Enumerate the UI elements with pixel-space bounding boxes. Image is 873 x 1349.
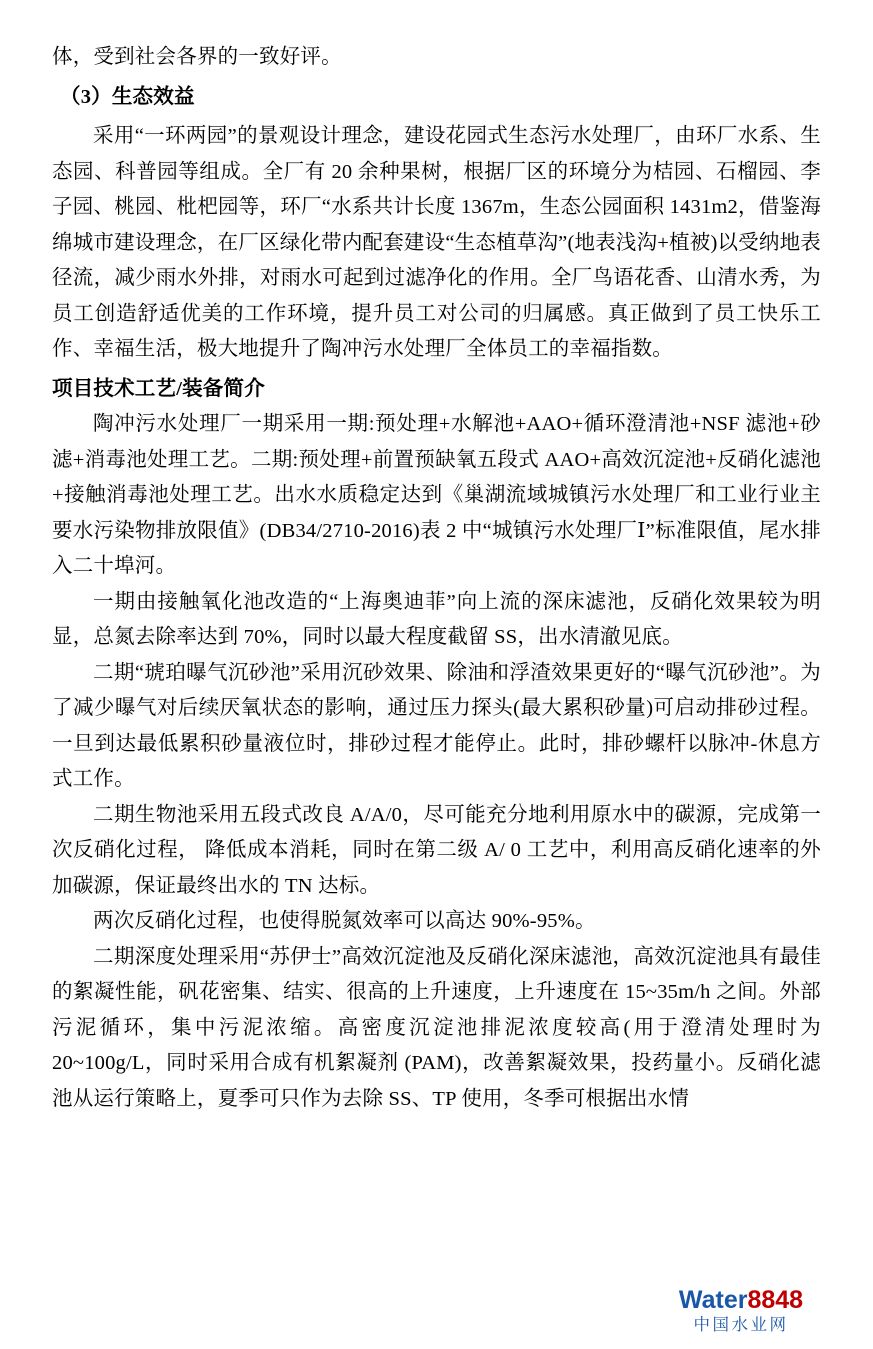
paragraph-continuation: 体，受到社会各界的一致好评。	[52, 46, 342, 68]
paragraph-ecological-benefit: 采用“一环两园”的景观设计理念，建设花园式生态污水处理厂，由环厂水系、生态园、科普园等组成。全厂有 20 余种果树，根据厂区的环境分为桔园、石榴园、李子园、桃园、枇杷园等，环厂“水系共计长度 1367m，生态公园面积 1431m2，借鉴海绵城市建设理念，在厂区绿化带内配套建设“生态植草沟”(地表浅沟+植被)以受纳地表径流，减少雨水外排，对雨水可起到过滤净化的作用。全厂鸟语花香、山清水秀，为员工创造舒适优美的工作环境，提升员工对公司的归属感。真正做到了员工快乐工作、幸福生活，极大地提升了陶冲污水处理厂全体员工的幸福指数。	[52, 125, 821, 360]
watermark-brand-number: 8848	[747, 1285, 804, 1314]
paragraph-phase2-biological-tank: 二期生物池采用五段式改良 A/A/0，尽可能充分地利用原水中的碳源，完成第一次反硝化过程， 降低成本消耗，同时在第二级 A/ 0 工艺中，利用高反硝化速率的外加碳源，保证最终出水的 TN 达标。	[52, 803, 821, 897]
paragraph-phase2-grit-chamber: 二期“琥珀曝气沉砂池”采用沉砂效果、除油和浮渣效果更好的“曝气沉砂池”。为了减少曝气对后续厌氧状态的影响，通过压力探头(最大累积砂量)可启动排砂过程。一旦到达最低累积砂量液位时，排砂过程才能停止。此时，排砂螺杆以脉冲-休息方式工作。	[52, 661, 821, 790]
watermark-subtitle: 中国水业网	[693, 1315, 789, 1334]
paragraph-phase2-advanced-treatment: 二期深度处理采用“苏伊士”高效沉淀池及反硝化深床滤池，高效沉淀池具有最佳的絮凝性能，矾花密集、结实、很高的上升速度，上升速度在 15~35m/h 之间。外部污泥循环，集中污泥浓缩。高密度沉淀池排泥浓度较高(用于澄清处理时为 20~100g/L，同时采用合成有机絮凝剂 (PAM)，改善絮凝效果，投药量小。反硝化滤池从运行策略上，夏季可只作为去除 SS、TP 使用，冬季可根据出水情	[52, 945, 821, 1110]
paragraph-phase1-filter: 一期由接触氧化池改造的“上海奥迪菲”向上流的深床滤池，反硝化效果较为明显，总氮去除率达到 70%，同时以最大程度截留 SS，出水清澈见底。	[52, 590, 821, 648]
watermark-brand-text: Water	[678, 1285, 748, 1314]
watermark	[651, 1285, 831, 1334]
paragraph-technology-overview: 陶冲污水处理厂一期采用一期:预处理+水解池+AAO+循环澄清池+NSF 滤池+砂滤+消毒池处理工艺。二期:预处理+前置预缺氧五段式 AAO+高效沉淀池+反硝化滤池+接触消毒池处理工艺。出水水质稳定达到《巢湖流域城镇污水处理厂和工业行业主要水污染物排放限值》(DB34/2710-2016)表 2 中“城镇污水处理厂Ⅰ”标准限值，尾水排入二十埠河。	[52, 413, 821, 577]
section-heading-ecological-benefit: （3）生态效益	[60, 85, 195, 108]
paragraph-denitrification-efficiency: 两次反硝化过程，也使得脱氮效率可以高达 90%-95%。	[93, 910, 596, 932]
section-heading-technology: 项目技术工艺/装备简介	[52, 377, 265, 400]
watermark-brand	[651, 1285, 831, 1314]
